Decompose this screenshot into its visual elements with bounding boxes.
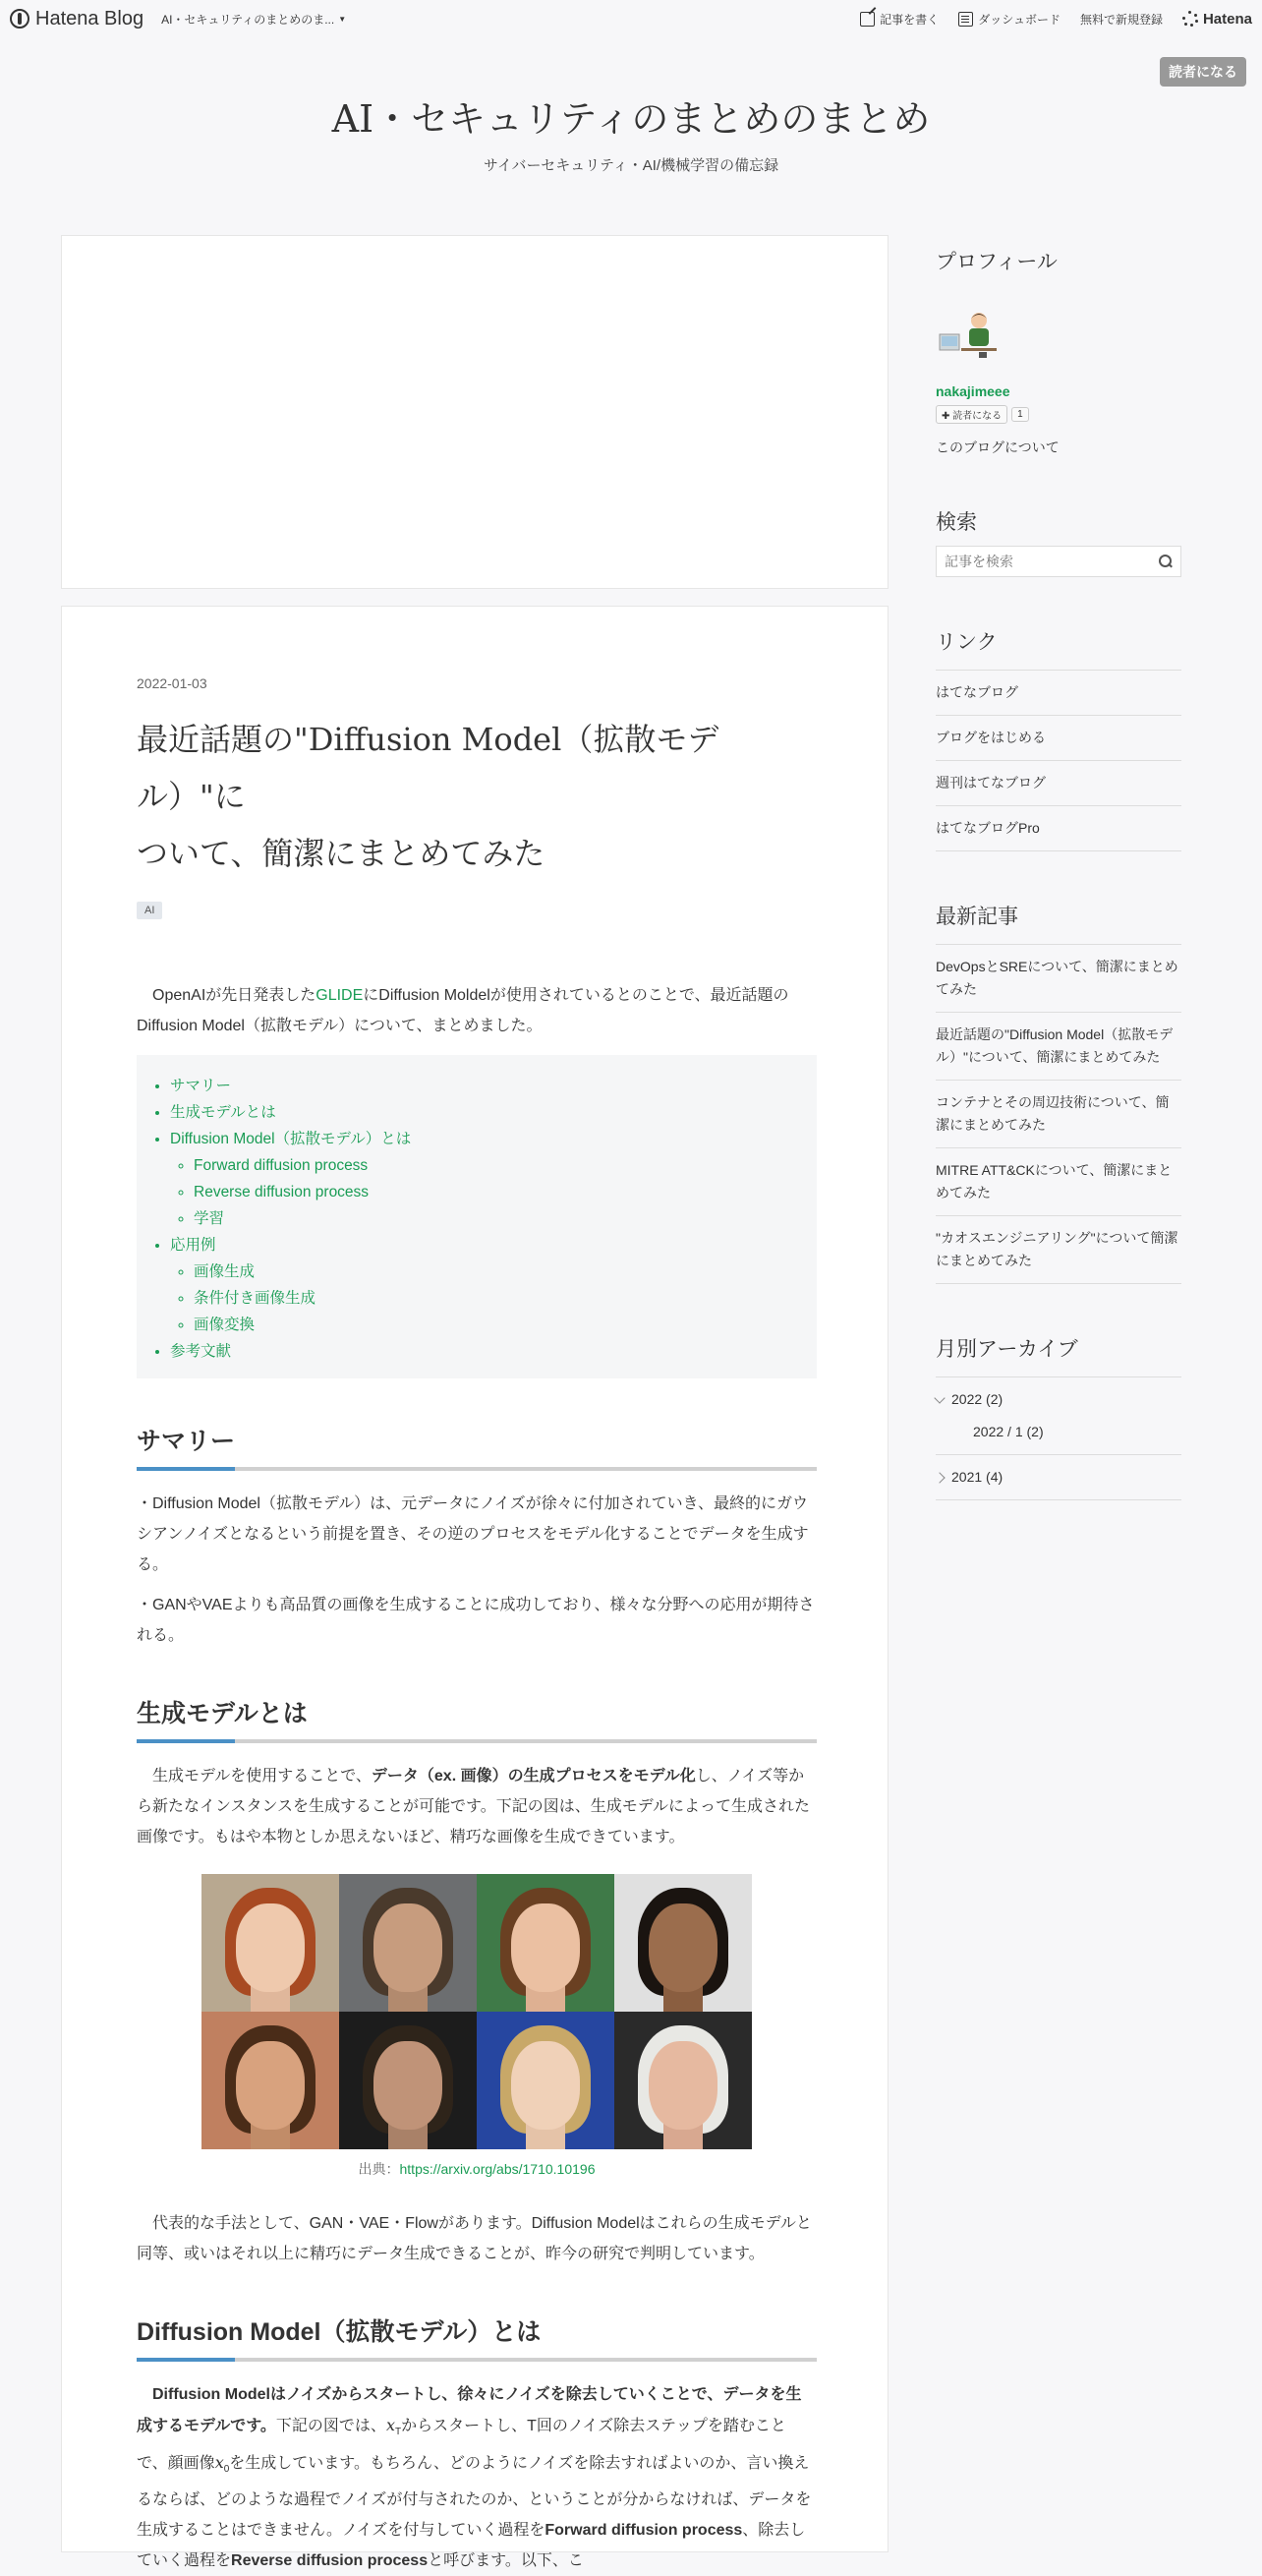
write-article-label: 記事を書く: [880, 12, 940, 27]
chevron-down-icon[interactable]: [934, 1392, 945, 1403]
about-blog-link[interactable]: このブログについて: [936, 439, 1060, 455]
dashboard-label: ダッシュボード: [978, 12, 1061, 27]
toc-item-image-trans[interactable]: ◦ 画像変換: [194, 1312, 797, 1338]
archive-year-2021[interactable]: 2021 (4): [936, 1455, 1181, 1500]
link-item[interactable]: ブログをはじめる: [936, 716, 1181, 761]
caret-down-icon: ▼: [338, 14, 347, 24]
avatar[interactable]: [936, 309, 1001, 374]
summary-paragraph-1: ・Diffusion Model（拡散モデル）は、元データにノイズが徐々に付加されていき、最終的にガウシアンノイズとなるという前提を置き、その逆のプロセスをモデル化することでデータを生成する。: [137, 1495, 809, 1573]
dashboard-icon: [958, 12, 973, 27]
link-item[interactable]: はてなブログPro: [936, 806, 1181, 851]
toc-item-learning[interactable]: ◦ 学習: [194, 1205, 797, 1232]
recent-post-item[interactable]: MITRE ATT&CKについて、簡潔にまとめてみた: [936, 1148, 1181, 1216]
links-title: リンク: [936, 631, 998, 654]
recent-post-item[interactable]: DevOpsとSREについて、簡潔にまとめてみた: [936, 945, 1181, 1013]
summary-heading: サマリー: [137, 1422, 817, 1467]
generated-faces-image: [201, 1874, 752, 2149]
blog-switcher-label: AI・セキュリティのまとめのま...: [161, 12, 335, 27]
entry-title[interactable]: [137, 711, 817, 882]
recent-title: 最新記事: [936, 906, 1018, 928]
blog-description: サイバーセキュリティ・AI/機械学習の備忘録: [483, 157, 779, 174]
generative-paragraph-2: 代表的な手法として、GAN・VAE・Flowがあります。Diffusion Modelはこれらの生成モデルと同等、或いはそれ以上に精巧にデータ生成できることが、昨今の研究で判明しています。: [137, 2215, 812, 2262]
dashboard-link[interactable]: [958, 11, 1061, 28]
intro-paragraph: [137, 980, 817, 1041]
summary-paragraph-2: ・GANやVAEよりも高品質の画像を生成することに成功しており、様々な分野への応用が期待される。: [137, 1597, 815, 1644]
recent-posts-module: [936, 901, 1181, 1284]
entry-title-line2: ついて、簡潔にまとめてみた: [137, 835, 545, 872]
archive-module: [936, 1333, 1181, 1500]
article: [61, 606, 889, 2570]
subscribe-button[interactable]: 読者になる: [1160, 57, 1246, 87]
generative-heading: 生成モデルとは: [137, 1694, 817, 1739]
subscriber-count: 1: [1011, 407, 1029, 422]
ad-area: [61, 235, 889, 589]
search-module: [936, 506, 1181, 577]
hatena-blog-logo[interactable]: [10, 8, 143, 30]
search-box: [936, 546, 1181, 577]
toc-item-applications[interactable]: • 応用例 ◦ 画像生成 ◦ 条件付き画像生成 ◦ 画像変換: [170, 1232, 797, 1338]
brand-text: Hatena Blog: [35, 7, 144, 29]
top-navbar: [0, 0, 1262, 37]
arxiv-link[interactable]: https://arxiv.org/abs/1710.10196: [399, 2161, 596, 2177]
profile-username[interactable]: nakajimeee: [936, 383, 1010, 399]
entry-title-line1: 最近話題の"Diffusion Model（拡散モデル）"に: [137, 721, 719, 815]
recent-post-item[interactable]: "カオスエンジニアリング"について簡潔にまとめてみた: [936, 1216, 1181, 1284]
table-of-contents: [137, 1055, 817, 1378]
recent-post-item[interactable]: 最近話題の"Diffusion Model（拡散モデル）"について、簡潔にまとめてみた: [936, 1013, 1181, 1081]
edit-icon: [860, 12, 875, 27]
link-item[interactable]: はてなブログ: [936, 671, 1181, 716]
hatena-menu[interactable]: [1182, 11, 1252, 28]
register-label: 無料で新規登録: [1079, 12, 1163, 27]
links-module: [936, 626, 1181, 851]
intro-text-1: OpenAIが先日発表した: [152, 987, 316, 1004]
toc-item-summary[interactable]: • サマリー: [170, 1073, 797, 1099]
archive-title: 月別アーカイブ: [936, 1338, 1078, 1361]
diffusion-paragraph: Diffusion Modelはノイズからスタートし、徐々にノイズを除去していくことで、データを生成するモデルです。下記の図では、$x_T$からスタートし、T回のノイズ除去ステップを踏むことで、顔画像$x_0$を生成しています。もちろん、どのようにノイズを除去すればよいのか、言い換えるならば、どのような過程でノイズが付与されたのか、ということが分からなければ、データを生成することはできません。ノイズを付与していく過程をForward diffusion process、除去していく過程をReverse diffusion processと呼びます。以下、こ: [137, 2386, 812, 2570]
recent-post-item[interactable]: コンテナとその周辺技術について、簡潔にまとめてみた: [936, 1081, 1181, 1148]
toc-item-generative[interactable]: • 生成モデルとは: [170, 1099, 797, 1126]
generative-paragraph-1: 生成モデルを使用することで、データ（ex. 画像）の生成プロセスをモデル化し、ノイズ等から新たなインスタンスを生成することが可能です。下記の図は、生成モデルによって生成された画像です。もはや本物としか思えないほど、精巧な画像を生成できています。: [137, 1768, 810, 1845]
glide-link[interactable]: GLIDE: [316, 987, 364, 1004]
diffusion-heading: Diffusion Model（拡散モデル）とは: [137, 2313, 817, 2358]
archive-year-2022[interactable]: 2022 (2) 2022 / 1 (2): [936, 1377, 1181, 1455]
hatena-brand-label: Hatena: [1202, 10, 1252, 28]
archive-month-2022-01[interactable]: 2022 / 1 (2): [973, 1424, 1044, 1439]
blog-switcher[interactable]: [161, 11, 346, 28]
register-link[interactable]: [1080, 11, 1163, 28]
write-article-link[interactable]: [860, 11, 939, 28]
profile-subscribe-button[interactable]: ✚ 読者になる: [936, 405, 1007, 424]
toc-item-references[interactable]: • 参考文献: [170, 1338, 797, 1365]
chevron-right-icon[interactable]: [934, 1472, 945, 1483]
link-item[interactable]: 週刊はてなブログ: [936, 761, 1181, 806]
search-input[interactable]: [945, 554, 1159, 569]
image-caption: 出典：https://arxiv.org/abs/1710.10196: [358, 2161, 596, 2177]
toc-item-diffusion[interactable]: • Diffusion Model（拡散モデル）とは ◦ Forward diffusion process ◦ Reverse diffusion process ◦ 学習: [170, 1126, 797, 1232]
sidebar: [936, 246, 1181, 1500]
hatena-blog-logo-icon: [10, 9, 29, 29]
entry-date[interactable]: 2022-01-03: [137, 675, 207, 691]
search-icon[interactable]: [1159, 555, 1173, 568]
toc-item-cond-gen[interactable]: ◦ 条件付き画像生成: [194, 1285, 797, 1312]
blog-title[interactable]: AI・セキュリティのまとめのまとめ: [331, 97, 931, 141]
profile-title: プロフィール: [936, 251, 1058, 273]
toc-item-image-gen[interactable]: ◦ 画像生成: [194, 1259, 797, 1285]
category-tag[interactable]: AI: [137, 902, 162, 919]
intro-text-2: にDiffusion Moldelが使用されているとのことで、最近話題のDiffusion Model（拡散モデル）について、まとめました。: [137, 987, 789, 1034]
profile-module: [936, 246, 1181, 457]
toc-item-reverse[interactable]: ◦ Reverse diffusion process: [194, 1179, 797, 1205]
search-title: 検索: [936, 511, 977, 534]
toc-item-forward[interactable]: ◦ Forward diffusion process: [194, 1152, 797, 1179]
hatena-dots-icon: [1182, 11, 1198, 27]
